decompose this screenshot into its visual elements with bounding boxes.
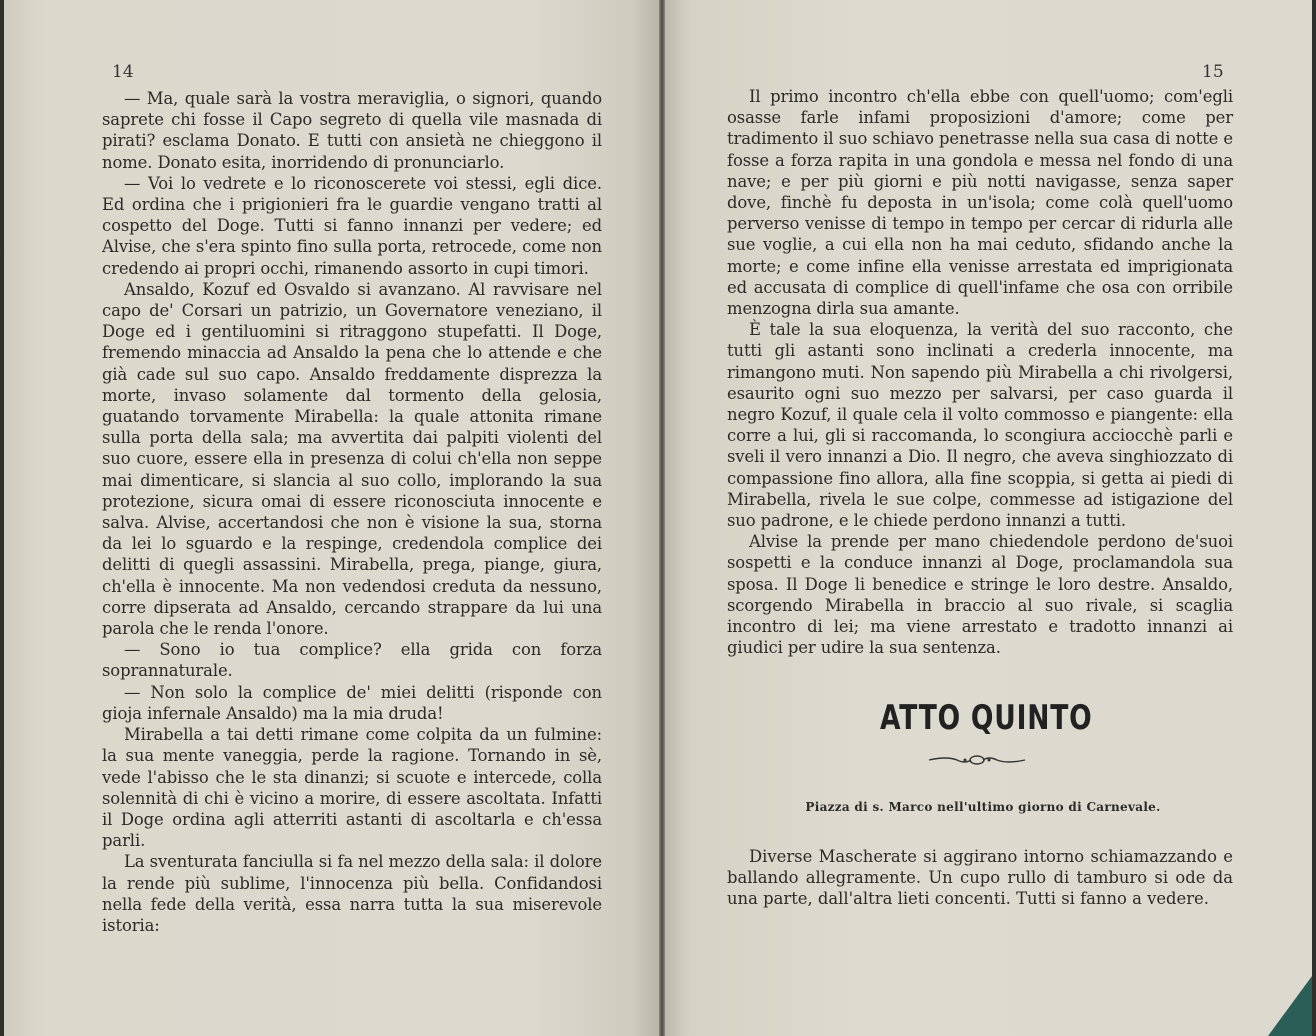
paragraph: La sventurata fanciulla si fa nel mezzo della sala: il dolore la rende più sublime, l'innocenza più bella. Confidandosi nella fede della verità, essa narra tutta la sua miserevole istoria:	[102, 852, 602, 935]
paragraph: — Sono io tua complice? ella grida con forza soprannaturale.	[102, 640, 602, 681]
ornament-divider-icon	[927, 752, 1027, 768]
paragraph: Ansaldo, Kozuf ed Osvaldo si avanzano. Al ravvisare nel capo de' Corsari un patrizio, un Governatore veneziano, il Doge ed i gentiluomini si ritraggono stupefatti. Il Doge, fremendo minaccia ad Ansaldo la pena che lo attende e che già cade sul suo capo. Ansaldo freddamente disprezza la morte, invaso solamente dal tormento della gelosia, guatando torvamente Mirabella: la quale attonita rimane sulla porta della sala; ma avvertita dai palpiti violenti del suo cuore, essere ella in presenza di colui ch'ella non seppe mai dimenticare, si slancia al suo collo, implorando la sua protezione, sicura omai di essere riconosciuta innocente e salva. Alvise, accertandosi che non è visione la sua, storna da lei lo sguardo e la respinge, credendola complice dei delitti di quegli assassini. Mirabella, prega, piange, giura, ch'ella è innocente. Ma non vedendosi creduta da nessuno, corre dipserata ad Ansaldo, cercando strappare da lui una parola che le renda l'onore.	[102, 279, 602, 639]
right-page	[665, 0, 1312, 1036]
page-corner	[1268, 976, 1312, 1036]
page-number-right: 15	[1202, 62, 1224, 82]
paragraph: Alvise la prende per mano chiedendole perdono de'suoi sospetti e la conduce innanzi al Doge, proclamandola sua sposa. Il Doge li benedice e stringe le loro destre. Ansaldo, scorgendo Mirabella in braccio al suo rivale, si scaglia incontro di lei; ma viene arrestato e tradotto innanzi ai giudici per udire la sua sentenza.	[727, 532, 1233, 658]
paragraph: — Non solo la complice de' miei delitti (risponde con gioja infernale Ansaldo) ma la mia druda!	[102, 682, 602, 723]
paragraph: Diverse Mascherate si aggirano intorno schiamazzando e ballando allegramente. Un cupo rullo di tamburo si ode da una parte, dall'altra lieti concenti. Tutti si fanno a vedere.	[727, 847, 1233, 909]
paragraph: Il primo incontro ch'ella ebbe con quell'uomo; com'egli osasse farle infami proposizioni d'amore; come per tradimento il suo schiavo penetrasse nella sua casa di notte e fosse a forza rapita in una gondola e messa nel fondo di una nave; e per più giorni e più notti navigasse, senza saper dove, finchè fu deposta in un'isola; come colà quell'uomo perverso venisse di tempo in tempo per cercar di ridurla alle sue voglie, a cui ella non ha mai ceduto, sfidando anche la morte; e come infine ella venisse arrestata ed imprigionata ed accusata di complice di quell'infame che osa con orribile menzogna dirla sua amante.	[727, 87, 1233, 319]
right-page-text	[727, 86, 1233, 658]
left-page	[4, 0, 659, 1036]
left-page-text	[102, 88, 602, 936]
page-number-left: 14	[112, 62, 134, 82]
stage-direction	[727, 846, 1233, 910]
paragraph: È tale la sua eloquenza, la verità del suo racconto, che tutti gli astanti sono inclinati a crederla innocente, ma rimangono muti. Non sapendo più Mirabella a chi rivolgersi, esaurito ogni suo mezzo per salvarsi, per caso guarda il negro Kozuf, il quale cela il volto commosso e piangente: ella corre a lui, gli si raccomanda, lo scongiura acciocchè parli e sveli il vero innanzi a Dio. Il negro, che aveva singhiozzato di compassione fino allora, alla fine scoppia, si getta ai piedi di Mirabella, rivela le sue colpe, commesse ad istigazione del suo padrone, e le chiede perdono innanzi a tutti.	[727, 320, 1233, 531]
scene-heading: Piazza di s. Marco nell'ultimo giorno di Carnevale.	[805, 800, 1161, 814]
paragraph: Mirabella a tai detti rimane come colpita da un fulmine: la sua mente vaneggia, perde la ragione. Tornando in sè, vede l'abisso che le sta dinanzi; si scuote e intercede, colla solennità di chi è vicino a morire, di essere ascoltata. Infatti il Doge ordina agli atterriti astanti di ascoltarla e ch'essa parli.	[102, 725, 602, 851]
paragraph: — Voi lo vedrete e lo riconoscerete voi stessi, egli dice. Ed ordina che i prigionieri fra le guardie vengano tratti al cospetto del Doge. Tutti si fanno innanzi per vedere; ed Alvise, che s'era spinto fino sulla porta, retrocede, come non credendo ai propri occhi, rimanendo assorto in cupi timori.	[102, 173, 602, 278]
paragraph: — Ma, quale sarà la vostra meraviglia, o signori, quando saprete chi fosse il Capo segreto di quella vile masnada di pirati? esclama Donato. E tutti con ansietà ne chieggono il nome. Donato esita, inorridendo di pronunciarlo.	[102, 89, 602, 172]
act-title: ATTO QUINTO	[880, 698, 1093, 738]
